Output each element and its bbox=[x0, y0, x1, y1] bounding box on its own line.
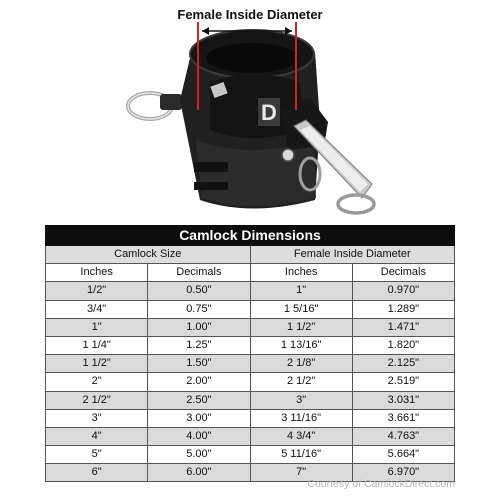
table-cell: 0.50" bbox=[148, 282, 250, 300]
table-cell: 2 1/2" bbox=[250, 373, 352, 391]
table-cell: 4.00" bbox=[148, 427, 250, 445]
diagram-title: Female Inside Diameter bbox=[177, 7, 323, 22]
table-cell: 0.970" bbox=[352, 282, 454, 300]
table-cell: 1 1/4" bbox=[46, 336, 148, 354]
table-cell: 3.661" bbox=[352, 409, 454, 427]
product-illustration bbox=[0, 0, 500, 222]
table-cell: 2 1/8" bbox=[250, 355, 352, 373]
table-cell: 2.519" bbox=[352, 373, 454, 391]
table-cell: 6.970" bbox=[352, 464, 454, 482]
pin-bolt bbox=[282, 149, 294, 161]
camlock-dimensions-table bbox=[45, 225, 455, 482]
table-cell: 5.664" bbox=[352, 446, 454, 464]
table-cell: 5" bbox=[46, 446, 148, 464]
table-cell: 1.820" bbox=[352, 336, 454, 354]
table-cell: 1.471" bbox=[352, 318, 454, 336]
column-header: Inches bbox=[46, 264, 148, 282]
table-row bbox=[46, 336, 455, 354]
table-row bbox=[46, 427, 455, 445]
lever-ring bbox=[338, 195, 374, 213]
column-header: Decimals bbox=[148, 264, 250, 282]
stamp-letter: D bbox=[261, 100, 277, 125]
table-cell: 7" bbox=[250, 464, 352, 482]
table-cell: 3.00" bbox=[148, 409, 250, 427]
table-row bbox=[46, 282, 455, 300]
table-cell: 1" bbox=[250, 282, 352, 300]
table-cell: 5.00" bbox=[148, 446, 250, 464]
table-cell: 3.031" bbox=[352, 391, 454, 409]
table-cell: 1 5/16" bbox=[250, 300, 352, 318]
table-cell: 1 13/16" bbox=[250, 336, 352, 354]
table-cell: 3 11/16" bbox=[250, 409, 352, 427]
table-cell: 2 1/2" bbox=[46, 391, 148, 409]
table-cell: 5 11/16" bbox=[250, 446, 352, 464]
column-header: Inches bbox=[250, 264, 352, 282]
table-cell: 2.125" bbox=[352, 355, 454, 373]
table-row bbox=[46, 318, 455, 336]
table-cell: 1.25" bbox=[148, 336, 250, 354]
table-cell: 4.763" bbox=[352, 427, 454, 445]
table-row bbox=[46, 300, 455, 318]
table-title: Camlock Dimensions bbox=[46, 226, 455, 246]
table-cell: 1 1/2" bbox=[250, 318, 352, 336]
table-cell: 4 3/4" bbox=[250, 427, 352, 445]
column-header: Decimals bbox=[352, 264, 454, 282]
table-row bbox=[46, 355, 455, 373]
table-cell: 3" bbox=[250, 391, 352, 409]
table-cell: 1/2" bbox=[46, 282, 148, 300]
table-cell: 3" bbox=[46, 409, 148, 427]
table-cell: 1" bbox=[46, 318, 148, 336]
table-row bbox=[46, 446, 455, 464]
table-row bbox=[46, 373, 455, 391]
table-cell: 6.00" bbox=[148, 464, 250, 482]
table-cell: 4" bbox=[46, 427, 148, 445]
table-cell: 1.50" bbox=[148, 355, 250, 373]
group-header-camlock-size: Camlock Size bbox=[46, 246, 251, 264]
table-cell: 1.00" bbox=[148, 318, 250, 336]
table-cell: 0.75" bbox=[148, 300, 250, 318]
table-cell: 1 1/2" bbox=[46, 355, 148, 373]
table-row bbox=[46, 391, 455, 409]
table-cell: 2.50" bbox=[148, 391, 250, 409]
group-header-female-inside-diameter: Female Inside Diameter bbox=[250, 246, 455, 264]
table-cell: 2.00" bbox=[148, 373, 250, 391]
table-cell: 2" bbox=[46, 373, 148, 391]
table-row bbox=[46, 409, 455, 427]
table-cell: 6" bbox=[46, 464, 148, 482]
table-cell: 1.289" bbox=[352, 300, 454, 318]
table-cell: 3/4" bbox=[46, 300, 148, 318]
camlock-coupler-image bbox=[110, 22, 390, 222]
courtesy-credit: Courtesy of CamlockDirect.com bbox=[307, 478, 455, 490]
